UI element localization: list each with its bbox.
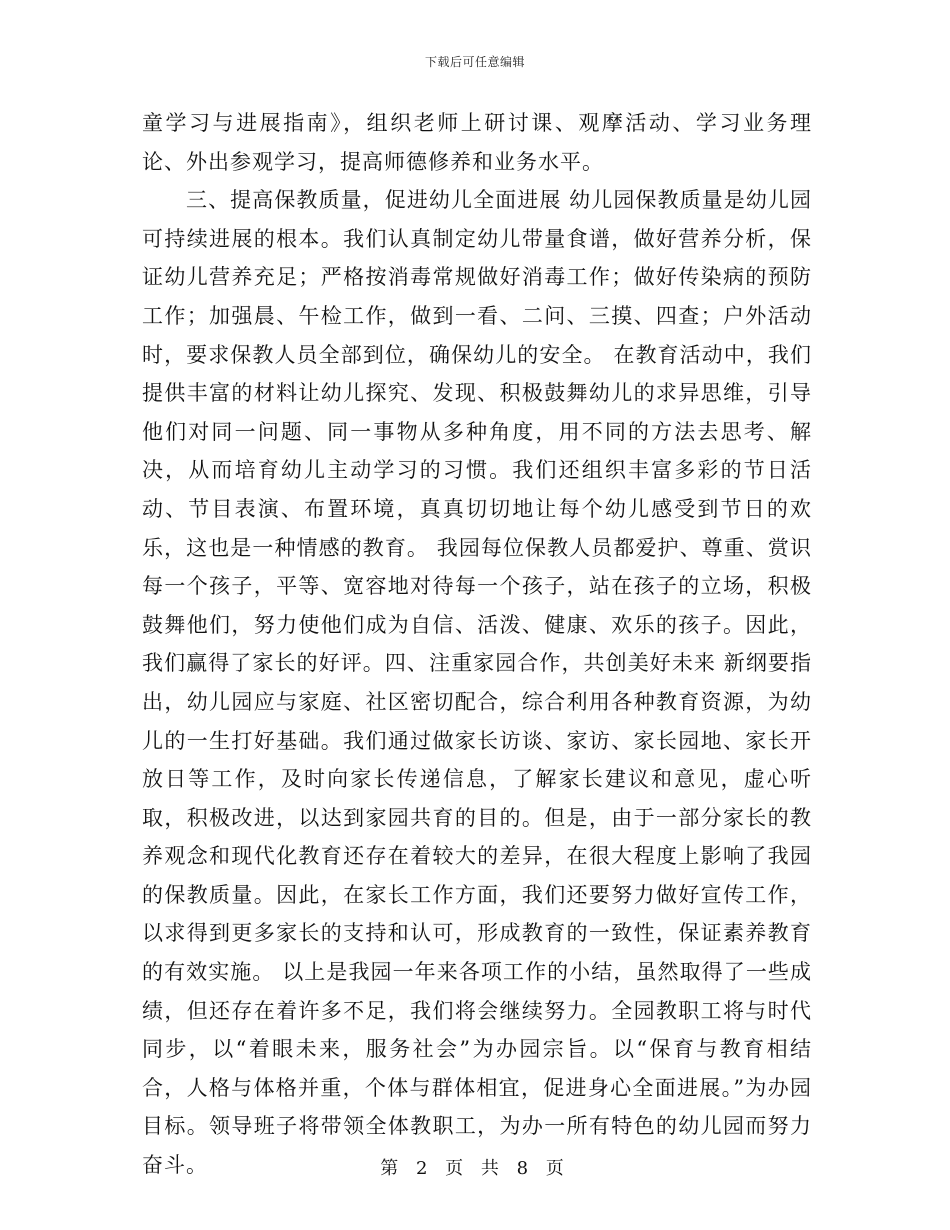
paragraph-continuation: 童学习与进展指南》，组织老师上研讨课、观摩活动、学习业务理论、外出参观学习，提高师德修养和业务水平。	[142, 111, 812, 174]
page-header-note: 下载后可任意编辑	[424, 55, 525, 69]
paragraph-section-three: 三、提高保教质量，促进幼儿全面进展 幼儿园保教质量是幼儿园可持续进展的根本。我们认真制定幼儿带量食谱，做好营养分析，保证幼儿营养充足；严格按消毒常规做好消毒工作；做好传染病的预防工作；加强晨、午检工作，做到一看、二问、三摸、四查；户外活动时，要求保教人员全部到位，确保幼儿的安全。 在教育活动中，我们提供丰富的材料让幼儿探究、发现、积极鼓舞幼儿的求异思维，引导他们对同一问题、同一事物从多种角度，用不同的方法去思考、解决，从而培育幼儿主动学习的习惯。我们还组织丰富多彩的节日活动、节目表演、布置环境，真真切切地让每个幼儿感受到节日的欢乐，这也是一种情感的教育。 我园每位保教人员都爱护、尊重、赏识每一个孩子，平等、宽容地对待每一个孩子，站在孩子的立场，积极鼓舞他们，努力使他们成为自信、活泼、健康、欢乐的孩子。因此，我们赢得了家长的好评。四、注重家园合作，共创美好未来 新纲要指出，幼儿园应与家庭、社区密切配合，综合利用各种教育资源，为幼儿的一生打好基础。我们通过做家长访谈、家访、家长园地、家长开放日等工作，及时向家长传递信息，了解家长建议和意见，虚心听取，积极改进，以达到家园共育的目的。但是，由于一部分家长的教养观念和现代化教育还存在着较大的差异，在很大程度上影响了我园的保教质量。因此，在家长工作方面，我们还要努力做好宣传工作，以求得到更多家长的支持和认可，形成教育的一致性，保证素养教育的有效实施。 以上是我园一年来各项工作的小结，虽然取得了一些成绩，但还存在着许多不足，我们将会继续努力。全园教职工将与时代同步，以“着眼未来，服务社会”为办园宗旨。以“保育与教育相结合，人格与体格并重，个体与群体相宜，促进身心全面进展。”为办园目标。领导班子将带领全体教职工，为办一所有特色的幼儿园而努力奋斗。	[142, 188, 812, 1178]
page-number: 第 2 页 共 8 页	[380, 1158, 570, 1179]
document-body	[142, 104, 812, 1185]
